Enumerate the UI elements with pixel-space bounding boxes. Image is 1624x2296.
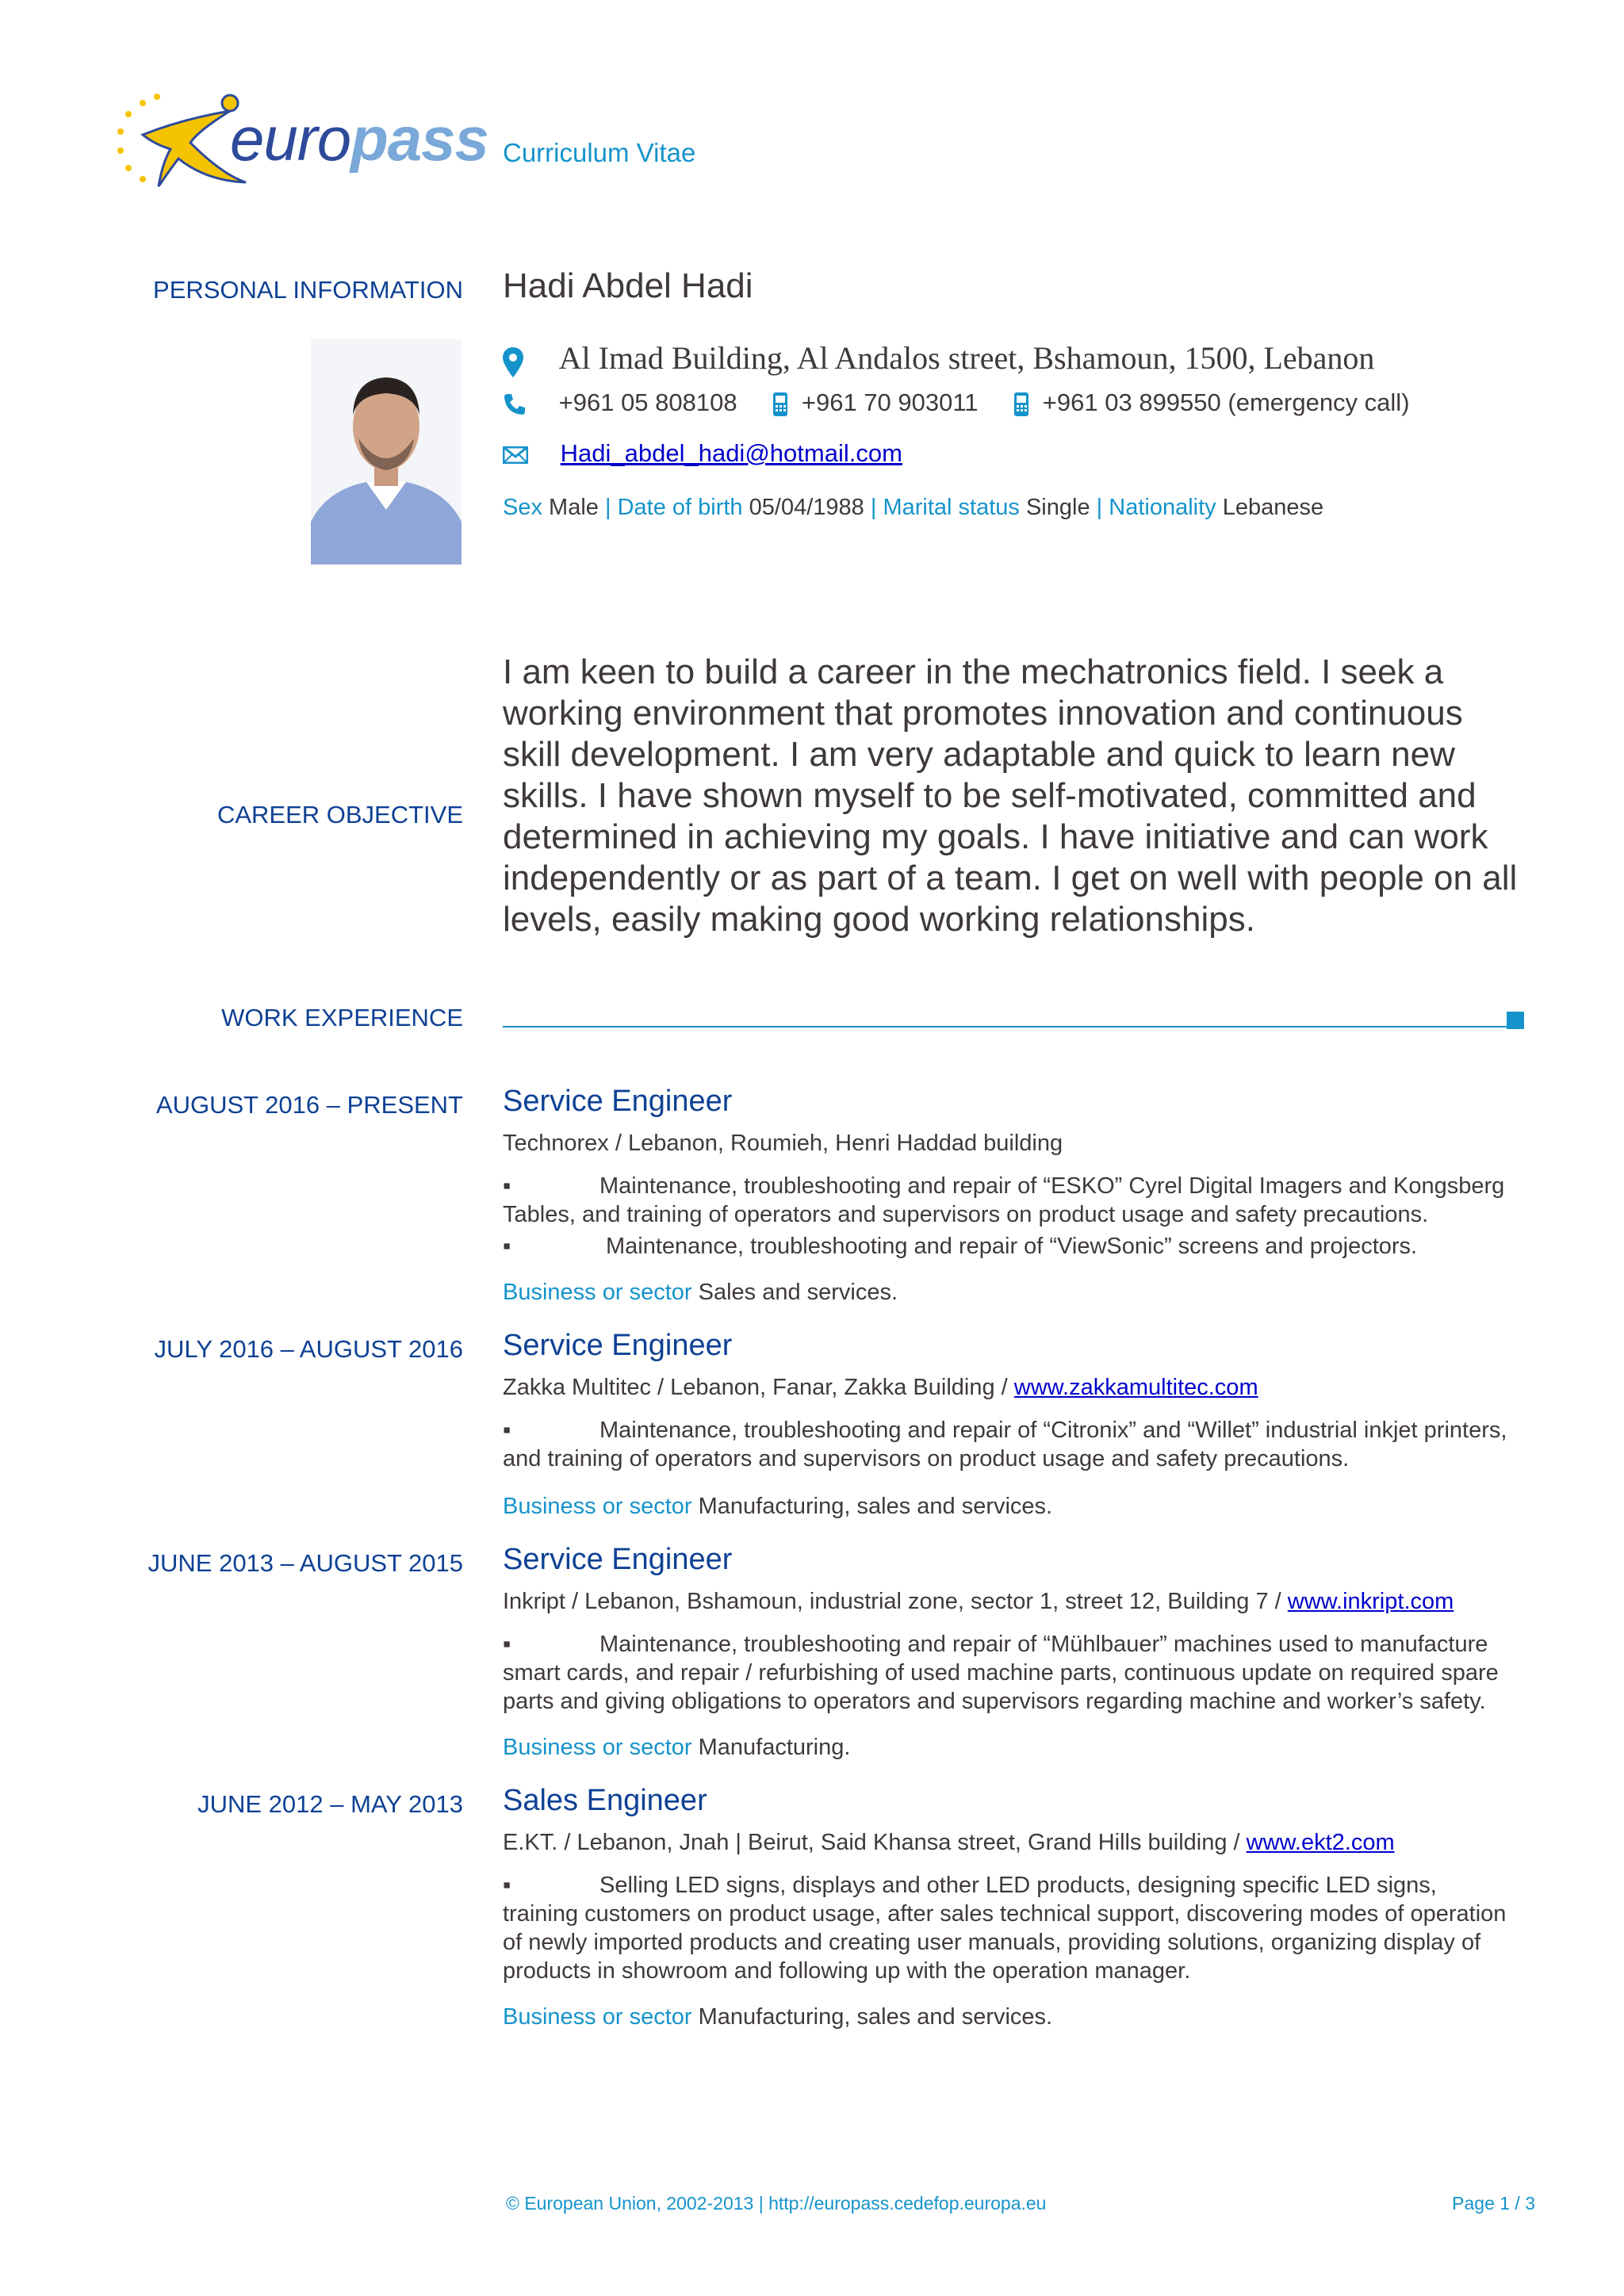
job-dates: JUNE 2013 – AUGUST 2015 — [147, 1549, 463, 1577]
personal-info-label: PERSONAL INFORMATION — [153, 276, 463, 304]
job-employer: E.KT. / Lebanon, Jnah | Beirut, Said Khansa street, Grand Hills building / www.ekt2.com — [503, 1830, 1395, 1855]
phone-icon — [503, 392, 527, 416]
phone3-text: +961 03 899550 (emergency call) — [1042, 388, 1410, 416]
job-dates: JULY 2016 – AUGUST 2016 — [154, 1335, 463, 1363]
phone2-text: +961 70 903011 — [801, 388, 979, 416]
person-photo-icon — [311, 339, 462, 564]
dob-label: Date of birth — [617, 495, 743, 520]
job-employer: Zakka Multitec / Lebanon, Fanar, Zakka Building / www.zakkamultitec.com — [503, 1375, 1258, 1400]
full-name: Hadi Abdel Hadi — [503, 266, 753, 305]
mobile-phone-icon — [1013, 392, 1029, 417]
job-sector: Business or sector Manufacturing, sales and services. — [503, 2004, 1053, 2030]
marital-label: Marital status — [883, 495, 1020, 520]
job-title: Service Engineer — [503, 1329, 733, 1362]
career-objective-label: CAREER OBJECTIVE — [216, 801, 463, 828]
separator: | — [870, 495, 877, 520]
job-bullet: ▪ Maintenance, troubleshooting and repair of “Mühlbauer” machines used to manufacture smart cards, and repair / refurbishing of used machine parts, continuous update on required spare parts and giving obligations to operators and supervisors regarding machine and worker’s safety. — [503, 1632, 1499, 1714]
employer-website-link[interactable]: www.inkript.com — [1287, 1589, 1454, 1614]
envelope-icon — [503, 446, 528, 464]
logo-euro-text: euro — [230, 104, 351, 174]
work-experience-label: WORK EXPERIENCE — [221, 1004, 463, 1031]
employer-website-link[interactable]: www.ekt2.com — [1246, 1830, 1395, 1855]
employer-website-link[interactable]: www.zakkamultitec.com — [1013, 1375, 1258, 1400]
email-link[interactable]: Hadi_abdel_hadi@hotmail.com — [560, 439, 902, 467]
document-type: Curriculum Vitae — [503, 138, 696, 167]
separator: | — [1096, 495, 1103, 520]
job-employer: Inkript / Lebanon, Bshamoun, industrial zone, sector 1, street 12, Building 7 / www.inkript.com — [503, 1589, 1454, 1614]
separator: | — [604, 495, 611, 520]
job-dates: AUGUST 2016 – PRESENT — [155, 1091, 463, 1119]
dob-value: 05/04/1988 — [749, 495, 864, 520]
email-row — [503, 439, 902, 468]
phone1-text: +961 05 808108 — [558, 388, 737, 416]
location-pin-icon — [503, 347, 523, 377]
phone-row — [503, 388, 1410, 417]
profile-photo — [311, 339, 462, 564]
address-text: Al Imad Building, Al Andalos street, Bshamoun, 1500, Lebanon — [558, 340, 1375, 376]
address-row — [503, 339, 1374, 377]
job-bullet: ▪ Maintenance, troubleshooting and repair of “ESKO” Cyrel Digital Imagers and Kongsberg Tables, and training of operators and supervisors on product usage and safety precautions. — [503, 1173, 1505, 1227]
section-divider-line — [503, 1026, 1508, 1027]
personal-details-row — [503, 495, 1323, 521]
section-divider-square — [1507, 1012, 1524, 1029]
job-bullet: ▪ Maintenance, troubleshooting and repair of “Citronix” and “Willet” industrial inkjet printers, and training of operators and supervisors on product usage and safety precautions. — [503, 1418, 1507, 1471]
job-title: Service Engineer — [503, 1543, 733, 1576]
job-bullet: ▪ Selling LED signs, displays and other LED products, designing specific LED signs, training customers on product usage, after sales technical support, discovering modes of operation of newly imported products and creating user manuals, providing solutions, organizing display of products in showroom and following up with the operation manager. — [503, 1873, 1507, 1984]
job-sector: Business or sector Manufacturing, sales and services. — [503, 1494, 1053, 1519]
footer-page-number: Page 1 / 3 — [1452, 2193, 1535, 2214]
job-sector: Business or sector Manufacturing. — [503, 1735, 851, 1760]
job-title: Sales Engineer — [503, 1784, 707, 1817]
career-objective-text: I am keen to build a career in the mechatronics field. I seek a working environment that promotes innovation and continuous skill development. I am very adaptable and quick to learn new skills. I have shown myself to be self-motivated, committed and determined in achieving my goals. I have initiative and can work independently or as part of a team. I get on well with people on all levels, easily making good working relationships. — [503, 652, 1518, 939]
nationality-value: Lebanese — [1222, 495, 1324, 520]
job-employer: Technorex / Lebanon, Roumieh, Henri Haddad building — [503, 1131, 1063, 1156]
job-dates: JUNE 2012 – MAY 2013 — [197, 1790, 463, 1818]
sex-label: Sex — [503, 495, 542, 520]
job-sector: Business or sector Sales and services. — [503, 1280, 898, 1305]
job-bullet: ▪ Maintenance, troubleshooting and repair of “ViewSonic” screens and projectors. — [503, 1234, 1418, 1259]
mobile-phone-icon — [772, 392, 788, 417]
sex-value: Male — [549, 495, 599, 520]
job-title: Service Engineer — [503, 1085, 733, 1118]
footer-copyright: © European Union, 2002-2013 | http://europass.cedefop.europa.eu — [506, 2193, 1047, 2214]
marital-value: Single — [1025, 495, 1090, 520]
logo-pass-text: pass — [350, 104, 488, 174]
europass-logo — [111, 87, 488, 198]
nationality-label: Nationality — [1109, 495, 1216, 520]
